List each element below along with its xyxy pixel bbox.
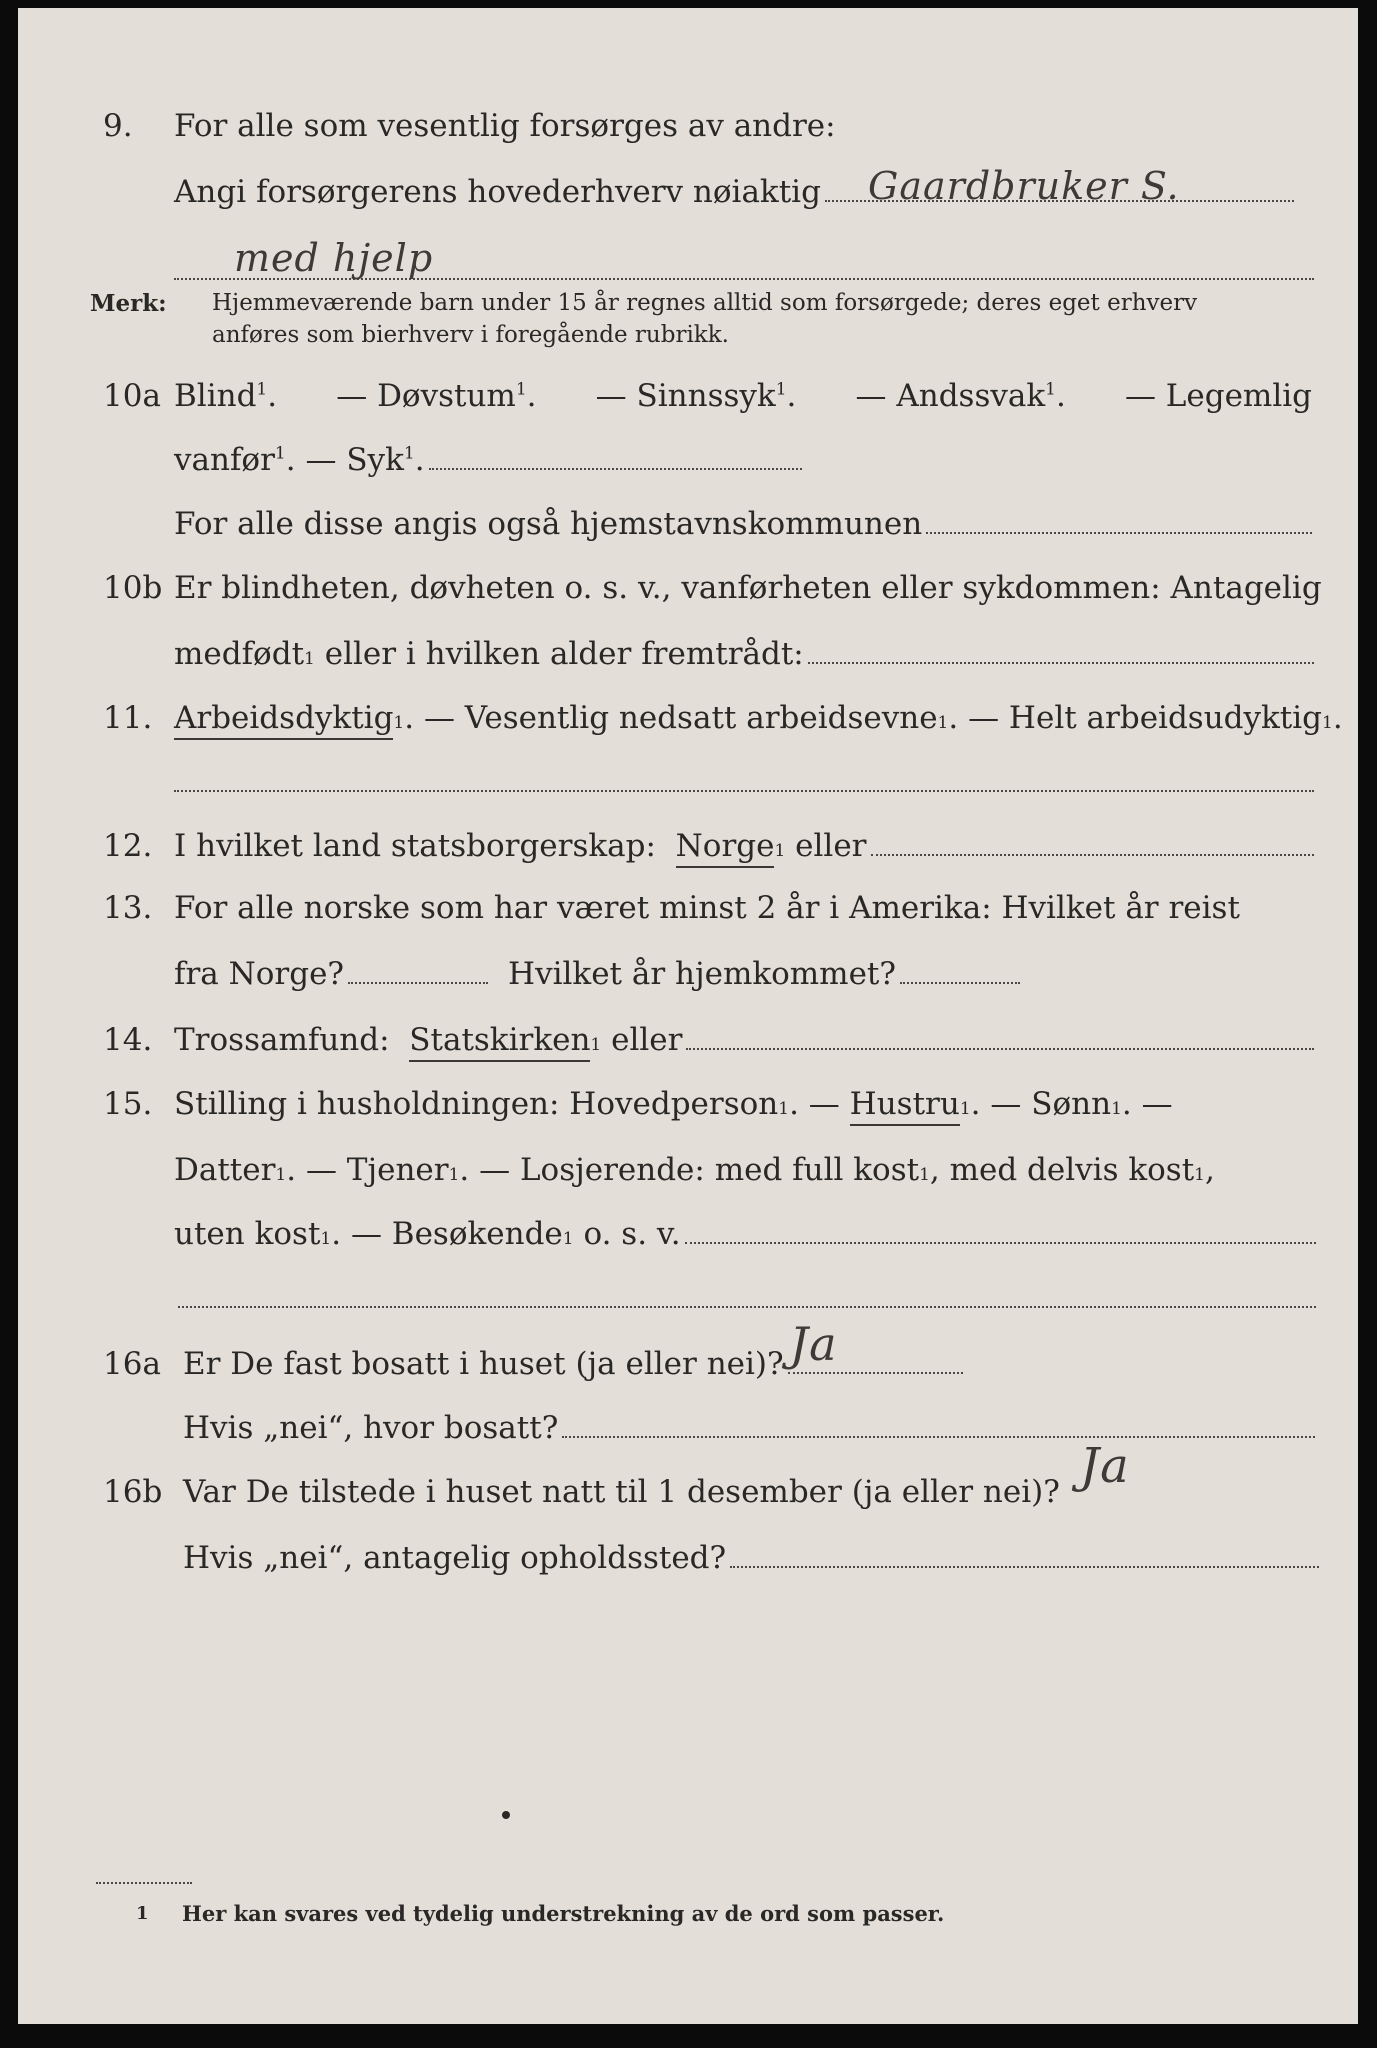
q10a-opt-sinnssyk[interactable]: — Sinnssyk <box>595 378 776 414</box>
q15-field-2[interactable] <box>178 1266 1316 1308</box>
q9-handwritten-answer-b: med hjelp <box>234 236 434 280</box>
merk-label: Merk: <box>90 290 167 317</box>
q14-eller: eller <box>611 1022 683 1058</box>
q16b-opphold-prompt: Hvis „nei“, antagelig opholdssted? <box>183 1540 727 1576</box>
q11-opt-udyktig[interactable]: . — Helt arbeidsudyktig <box>948 700 1323 736</box>
census-form-page: 9. For alle som vesentlig forsørges av andre: Angi forsørgerens hovederhverv nøiaktig Gaardbruker S. med hjelp Merk: Hjemmeværende barn under 15 år regnes alltid som forsørgede; deres eget erhverv anføres som bierhverv i foregående rubrikk. 10a Blind$^1$. — Døvstum$^1$. — Sinnssyk$^1$. — Andssvak$^1$. — Legemlig vanfør$^1$. — Syk$^1$. For alle disse angis også hjemstavnskommunen 10b Er blindheten, døvheten o. s. v., vanførheten eller sykdommen: Antagelig medfødt 1 eller i hvilken alder fremtrådt: 11. Arbeidsdyktig 1 . — Vesentlig nedsatt arbeidsevne 1 . — Helt arbeidsudyktig 1 . 12. I hvilket land statsborgerskap: Norge 1 eller 13. For alle norske som har været minst 2 år i Amerika: Hvilket år reist fra Norge? Hvilket år hjemkommet? 14. Trossamfund: Statskirken 1 eller 15. Stilling i husholdningen: Hovedperson 1 . — Hustru 1 . — Sønn 1 . — Datter 1 . — Tjener 1 . — Losjerende: med full kost 1 , med delvis kost 1 , uten kost 1 . — Besøkende 1 o. s. v. 16a Er De fast bosatt i huset (ja eller nei)? Ja Hvis „nei“, hvor bosatt? 16b Var De tilstede i huset natt til 1 desember (ja eller nei)? Ja Hvis „nei“, antagelig opholdssted? 1 Her kan svares ved tydelig understrekning av de ord som passer. <box>18 8 1358 2024</box>
q14-text: Trossamfund: <box>174 1022 390 1058</box>
q11-opt-nedsatt[interactable]: . — Vesentlig nedsatt arbeidsevne <box>404 700 938 736</box>
q16a-field[interactable] <box>788 1317 963 1374</box>
q15-opt-full-kost[interactable]: . — Losjerende: med full kost <box>459 1152 920 1188</box>
q10a-opt-dovstum[interactable]: — Døvstum <box>336 378 516 414</box>
q16a-handwritten-answer: Ja <box>789 1317 838 1371</box>
q16a-bosatt-field[interactable] <box>562 1410 1315 1438</box>
q15-opt-datter[interactable]: Datter <box>174 1152 276 1188</box>
q13-number: 13. <box>103 890 153 926</box>
q10a-opt-syk[interactable]: — Syk <box>305 442 404 478</box>
q16a-prompt: Er De fast bosatt i huset (ja eller nei)? <box>183 1346 784 1382</box>
q12-text: I hvilket land statsborgerskap: <box>174 828 656 864</box>
q10a-opt-blind[interactable]: Blind <box>174 378 257 414</box>
q12-field[interactable] <box>871 828 1315 856</box>
q15-number: 15. <box>103 1086 153 1122</box>
merk-line2: anføres som bierhverv i foregående rubrikk. <box>212 322 729 348</box>
q10b-number: 10b <box>103 570 163 606</box>
ink-dot <box>502 1811 510 1819</box>
footnote-text: Her kan svares ved tydelig understrekning av de ord som passer. <box>182 1901 945 1926</box>
q10b-opt-medfodt[interactable]: medfødt <box>174 636 305 672</box>
q9-number: 9. <box>103 108 133 144</box>
q16b-field[interactable] <box>1064 1438 1243 1502</box>
q14-opt-statskirken[interactable]: Statskirken <box>409 1020 590 1062</box>
q15-opt-besokende[interactable]: . — Besøkende <box>331 1216 563 1252</box>
q15-field[interactable] <box>685 1216 1316 1244</box>
q15-opt-delvis-kost[interactable]: , med delvis kost <box>929 1152 1195 1188</box>
q11-field[interactable] <box>174 750 1314 792</box>
q13-reist-field[interactable] <box>348 956 488 984</box>
q13-text: For alle norske som har været minst 2 år i Amerika: Hvilket år reist <box>174 890 1240 926</box>
q11-number: 11. <box>103 700 153 736</box>
q16b-handwritten-answer: Ja <box>1079 1438 1130 1494</box>
q10a-opt-vanfor[interactable]: vanfør <box>174 442 275 478</box>
q16a-number: 16a <box>103 1346 161 1382</box>
q13-reist-prompt: fra Norge? <box>174 956 345 992</box>
q15-opt-hovedperson[interactable]: Stilling i husholdningen: Hovedperson <box>174 1086 779 1122</box>
q12-opt-norge[interactable]: Norge <box>676 826 775 868</box>
q10a-number: 10a <box>103 378 161 414</box>
q10a-opt-andssvak[interactable]: — Andssvak <box>855 378 1046 414</box>
q12-eller: eller <box>795 828 867 864</box>
q15-opt-hustru[interactable]: Hustru <box>850 1084 960 1126</box>
q14-field[interactable] <box>686 1022 1314 1050</box>
q15-opt-uten-kost[interactable]: uten kost <box>174 1216 321 1252</box>
q16b-prompt: Var De tilstede i huset natt til 1 desember (ja eller nei)? <box>183 1474 1060 1510</box>
q10b-alder-prompt: eller i hvilken alder fremtrådt: <box>324 636 804 672</box>
q16b-number: 16b <box>103 1474 163 1510</box>
q10b-text: Er blindheten, døvheten o. s. v., vanførheten eller sykdommen: Antagelig <box>174 570 1322 606</box>
q13-hjem-field[interactable] <box>900 956 1020 984</box>
q10a-hjemstavn-prompt: For alle disse angis også hjemstavnskommunen <box>174 506 923 542</box>
q9-prompt: Angi forsørgerens hovederhverv nøiaktig <box>174 174 821 210</box>
q16a-bosatt-prompt: Hvis „nei“, hvor bosatt? <box>183 1410 559 1446</box>
q11-opt-arbeidsdyktig[interactable]: Arbeidsdyktig <box>174 698 393 740</box>
q16b-opphold-field[interactable] <box>730 1540 1319 1568</box>
q10b-alder-field[interactable] <box>808 636 1314 664</box>
q15-opt-sonn[interactable]: . — Sønn <box>970 1086 1112 1122</box>
q15-osv: o. s. v. <box>583 1216 681 1252</box>
q10a-hjemstavn-field[interactable] <box>926 506 1312 534</box>
merk-line1: Hjemmeværende barn under 15 år regnes alltid som forsørgede; deres eget erhverv <box>212 290 1198 316</box>
q12-number: 12. <box>103 828 153 864</box>
q10a-opt-legemlig[interactable]: — Legemlig <box>1124 378 1312 414</box>
q13-hjem-prompt: Hvilket år hjemkommet? <box>508 956 897 992</box>
q14-number: 14. <box>103 1022 153 1058</box>
q10a-syk-field[interactable] <box>429 442 802 470</box>
footnote-rule <box>96 1882 192 1884</box>
q9-text: For alle som vesentlig forsørges av andre: <box>174 108 836 144</box>
footnote-mark: 1 <box>136 1903 149 1924</box>
q15-opt-tjener[interactable]: . — Tjener <box>286 1152 449 1188</box>
q9-handwritten-answer-a: Gaardbruker S. <box>868 164 1180 208</box>
q9-answer-field-2[interactable] <box>174 238 1314 280</box>
